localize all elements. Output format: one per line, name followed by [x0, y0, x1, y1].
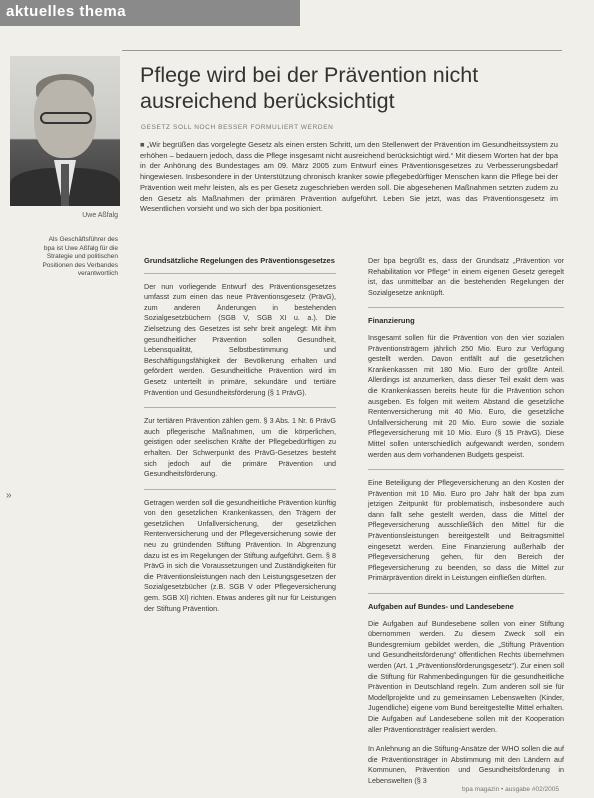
photo-caption-name: Uwe Aßfalg [82, 212, 118, 219]
column-rule [368, 307, 564, 308]
column-rule [144, 273, 336, 274]
article-lead [140, 140, 558, 215]
paragraph: Der nun vorliegende Entwurf des Präventionsgesetzes umfasst zum einen das neue Präventionsgesetz (PrävG), zum anderen Änderungen in bestehenden Sozialgesetzbüchern (SGB V, SGB XI u. a.). Die Zielsetzung des Gesetzes ist sehr breit angelegt: Mit ihm gesundheitlicher Prävention sollen Gesundheit, Lebensqualität, Selbstbestimmung und Beschäftigungsfähigkeit der Bevölkerung erhalten und gefördert werden. Gesundheitliche Prävention wird im Gesetz unterteilt in primäre, sekundäre und tertiäre Prävention und Gesundheitsförderung (§ 1 PrävG). [144, 281, 336, 397]
column-rule [368, 593, 564, 594]
left-column [144, 256, 336, 623]
article-byline: GESETZ SOLL NOCH BESSER FORMULIERT WERDEN [141, 124, 334, 131]
column-rule [144, 489, 336, 490]
author-photo [10, 56, 120, 206]
section-heading: Finanzierung [368, 316, 415, 326]
photo-caption-text: Als Geschäftsführer des bpa ist Uwe Aßfalg für die Strategie und politischen Positionen des Verbandes verantwortlich [42, 236, 118, 278]
paragraph: Der bpa begrüßt es, dass der Grundsatz „Prävention vor Rehabilitation vor Pflege“ in einem eigenen Gesetz geregelt ist, das unmittelbar an die bestehenden Regelungen der Sozialgesetze anknüpft. [368, 256, 564, 297]
section-header-bar [0, 0, 300, 26]
section-label: aktuelles thema [6, 3, 127, 20]
column-rule [368, 469, 564, 470]
column-rule [144, 407, 336, 408]
paragraph: Getragen werden soll die gesundheitliche Prävention künftig von den gesetzlichen Krankenkassen, den Trägern der gesetzlichen Unfallversicherung, der gesetzlichen Rentenversicherung und der Pflegeversicherung sowie der neu zu gründenden Stiftung Prävention. In Abgrenzung dazu ist es im Regelungen der Stiftung aufgeführt. Gem. § 8 PrävG in sich die Voraussetzungen und Zuständigkeiten für die Präventionsleistungen nach den Leistungsgesetzen der Sozialgesetzbücher (z.B. SGB V oder Pflegeversicherung gem. SGB XI) richten. Etwas anderes gilt nur für Leistungen der Stiftung Prävention. [144, 497, 336, 613]
paragraph: Zur tertiären Prävention zählen gem. § 3 Abs. 1 Nr. 6 PrävG auch pflegerische Maßnahmen, um die körperlichen, geistigen oder seelischen Kräfte der Pflegebedürftigen zu erhalten. Der Schwerpunkt des PrävG-Gesetzes besteht sich jedoch auf die primäre Prävention und Gesundheitsförderung. [144, 416, 336, 479]
article-title [140, 62, 560, 114]
title-line: ausreichend berücksichtigt [140, 89, 395, 113]
chevron-right-icon: » [6, 490, 12, 501]
paragraph: Insgesamt sollen für die Prävention von den vier sozialen Präventionsträgern jährlich 250 Mio. Euro zur Verfügung gestellt werden. Davon entfällt auf die gesetzlichen Krankenkassen mit 180 Mio. Euro der größte Anteil. Allerdings ist anzumerken, dass dieser Teil exakt dem was die Krankenkassen bereits heute für die Prävention schon ausgeben. Es folgen mit weitem Abstand die gesetzliche Rentenversicherung mit 40 Mio. Euro, die gesetzliche Unfallversicherung mit 20 Mio. Euro sowie die soziale Pflegeversicherung mit 10 Mio. Euro (§ 15 PrävG). Diese Mittel sollen unterschiedlich aufgewandt werden, sondern werden aus dem vorhandenen Budgets gespeist. [368, 332, 564, 459]
title-line: Pflege wird bei der Prävention nicht [140, 63, 479, 87]
paragraph: Eine Beteiligung der Pflegeversicherung an den Kosten der Prävention mit 10 Mio. Euro pro Jahr hält der bpa zum jetzigen Zeitpunkt für problematisch, insbesondere auch dann fallt sehe gestellt werden, dass die Mittel der Pflegeversicherung ausschließlich den Mittel für die Präventionsleistungen bereitgestellt und Beitragsmittel eingesetzt werden. Eine Finanzierung außerhalb der Pflegeversicherung gehen, für den Bereich der Pflegeversicherung zu beenden, so dass die Mittel zur Primärprävention direkt in Leistungen einfließen dürften. [368, 478, 564, 583]
lead-text: „Wir begrüßen das vorgelegte Gesetz als einen ersten Schritt, um den Stellenwert der Prävention im Gesundheitssystem zu erhöhen – bedauern jedoch, dass die Pflege insgesamt nicht ausreichend berücksichtigt wird.“ Mit diesem Worten hat der bpa in der Anhörung des Bundestages am 09. März 2005 zum Entwurf eines Präventionsgesetzes zu Verbesserungsbedarf hingewiesen. Insbesondere in der Unterstützung chronisch kranker sowie pflegebedürftiger Menschen kann die Pflege bei der Prävention weit mehr leisten, als es per Gesetz zugeschrieben werden soll. Die abgesehenen Maßnahmen setzten zudem zu den Gesetz als Maßnahmen der primären Prävention aufgeführt. Leben Sie jetzt, was das Präventionsgesetz im Wesentlichen vorsieht und wo sich der bpa positioniert. [140, 140, 558, 214]
paragraph: In Anlehnung an die Stiftung-Ansätze der WHO sollen die auf die Präventionsträger in Abstimmung mit den Ländern auf Kommunen, Prävention und Gesundheitsförderung in Lebenswelten (§ 3 [368, 744, 564, 785]
header-rule [122, 50, 562, 51]
page-footer: bpa magazin • ausgabe #02/2005 [462, 786, 559, 793]
right-column [368, 256, 564, 796]
square-bullet-icon: ■ [140, 140, 147, 149]
paragraph: Die Aufgaben auf Bundesebene sollen von einer Stiftung übernommen werden. Zu diesem Zweck soll ein Bundesgremium gebildet werden, die „Stiftung Prävention und Gesundheitsförderung“ öffentlichen Rechts übernehmen werden (Art. 1 „Präventionsförderungsgesetz“). Zur einen soll die Stiftung für Rahmenbedingungen für die gesundheitliche Prävention in Deutschland regeln. Zum anderen soll sie für Modellprojekte und zu gemeinsamen Lebenswelten (Kinder, Jugendliche) eigene vom Bund bereitgestellte Mittel erhalten. Die Aufgaben auf Landesebene sollen mit der Kooperation aller Präventionsträger realisiert werden. [368, 618, 564, 734]
left-column-heading: Grundsätzliche Regelungen des Präventionsgesetzes [144, 256, 335, 265]
section-heading: Aufgaben auf Bundes- und Landesebene [368, 602, 514, 612]
